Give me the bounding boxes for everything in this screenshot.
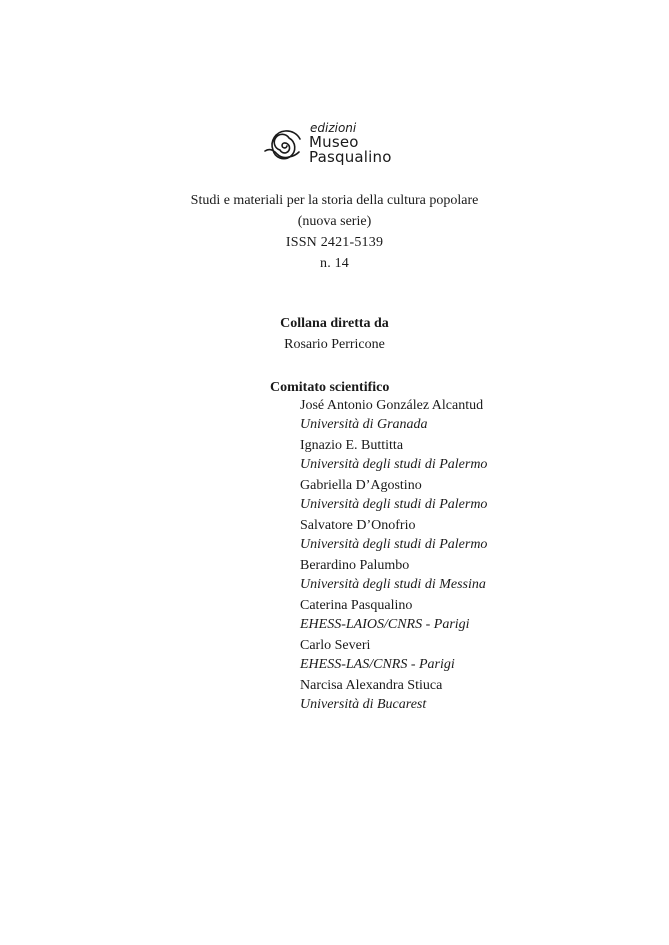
collana-section	[0, 314, 669, 356]
member-name: Caterina Pasqualino	[300, 598, 413, 613]
collana-director: Rosario Perricone	[284, 337, 385, 352]
list-item	[300, 677, 487, 717]
publisher-line-edizioni: edizioni	[310, 121, 357, 135]
spiral-logo-icon	[263, 125, 307, 165]
member-affiliation: EHESS-LAS/CNRS - Parigi	[300, 657, 455, 672]
series-title: Studi e materiali per la storia della cultura popolare	[190, 193, 479, 208]
member-affiliation: EHESS-LAIOS/CNRS - Parigi	[300, 617, 470, 632]
publisher-line-pasqualino: Pasqualino	[309, 148, 392, 166]
list-item	[300, 477, 487, 517]
member-affiliation: Università degli studi di Messina	[300, 577, 486, 592]
member-affiliation: Università degli studi di Palermo	[300, 457, 488, 472]
member-affiliation: Università degli studi di Palermo	[300, 537, 488, 552]
comitato-heading: Comitato scientifico	[270, 380, 390, 395]
member-name: Carlo Severi	[300, 638, 371, 653]
member-affiliation: Università di Bucarest	[300, 697, 427, 712]
member-name: Narcisa Alexandra Stiuca	[300, 678, 443, 693]
list-item	[300, 437, 487, 477]
list-item	[300, 517, 487, 557]
series-number: n. 14	[320, 256, 349, 271]
member-name: Berardino Palumbo	[300, 558, 410, 573]
publisher-name	[309, 122, 392, 165]
comitato-members-list	[300, 397, 487, 717]
list-item	[300, 637, 487, 677]
series-issn: ISSN 2421-5139	[285, 235, 384, 250]
member-affiliation: Università degli studi di Palermo	[300, 497, 488, 512]
publisher-line-museo: Museo	[309, 133, 359, 151]
member-name: Ignazio E. Buttitta	[300, 438, 404, 453]
publisher-logo	[263, 122, 403, 168]
list-item	[300, 397, 487, 437]
list-item	[300, 597, 487, 637]
member-name: Salvatore D’Onofrio	[300, 518, 416, 533]
collana-heading: Collana diretta da	[280, 316, 389, 331]
series-info	[0, 190, 669, 274]
member-name: Gabriella D’Agostino	[300, 478, 422, 493]
member-affiliation: Università di Granada	[300, 417, 428, 432]
member-name: José Antonio González Alcantud	[300, 398, 484, 413]
list-item	[300, 557, 487, 597]
series-subtitle: (nuova serie)	[297, 214, 372, 229]
